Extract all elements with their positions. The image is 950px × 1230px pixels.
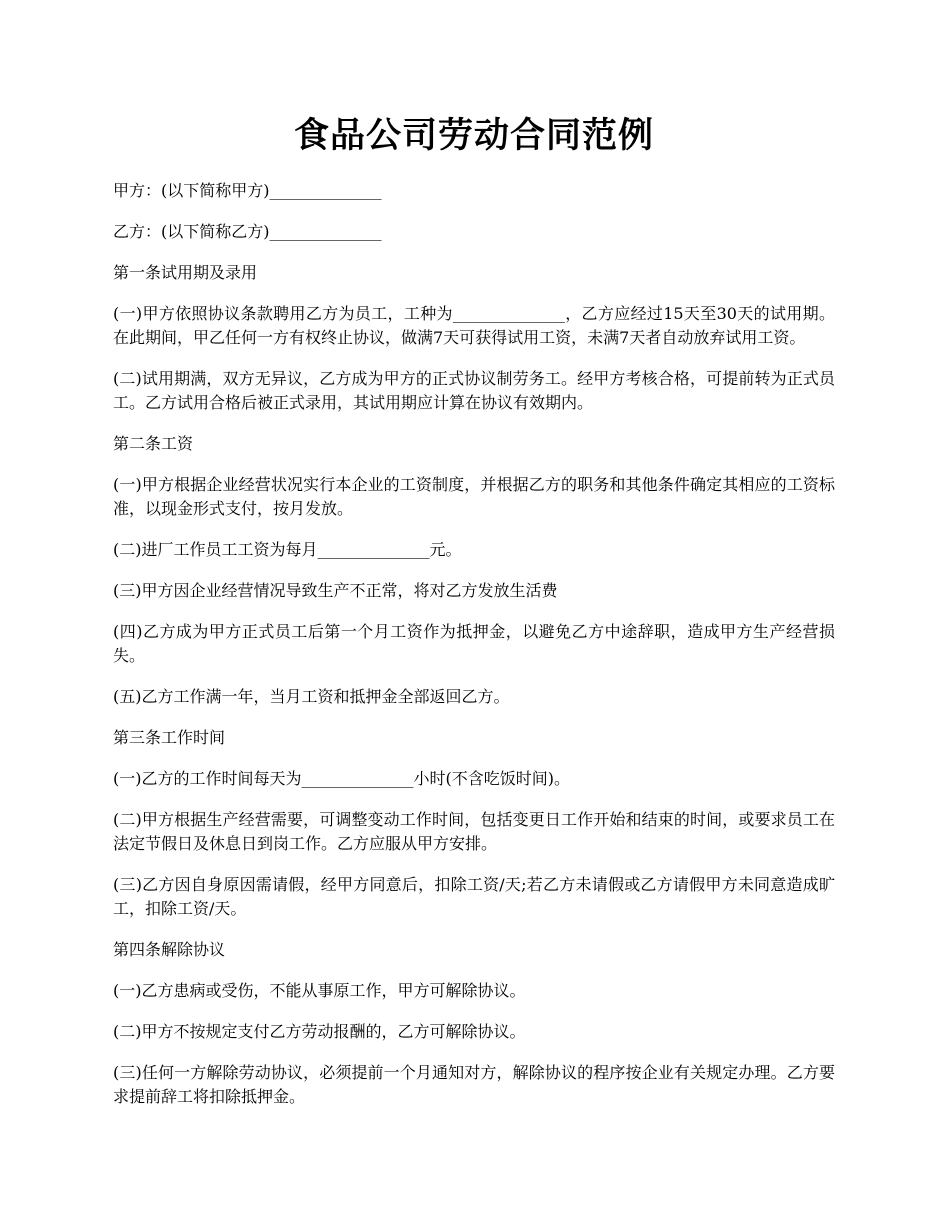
document-title: 食品公司劳动合同范例 xyxy=(293,115,654,156)
clause-paragraph: (一)乙方的工作时间每天为______________小时(不含吃饭时间)。 xyxy=(113,769,570,788)
clause-paragraph: (二)甲方根据生产经营需要，可调整变动工作时间，包括变更日工作开始和结束的时间，或要求员工在法定节假日及休息日到岗工作。乙方应服从甲方安排。 xyxy=(113,810,835,853)
clause-paragraph: (二)进厂工作员工工资为每月______________元。 xyxy=(113,540,462,559)
clause-paragraph: (二)甲方不按规定支付乙方劳动报酬的，乙方可解除协议。 xyxy=(113,1022,526,1041)
clause-paragraph: (一)甲方根据企业经营状况实行本企业的工资制度，并根据乙方的职务和其他条件确定其相应的工资标准，以现金形式支付，按月发放。 xyxy=(113,475,835,518)
section-heading: 第三条工作时间 xyxy=(113,728,226,747)
document-body xyxy=(113,179,835,1126)
section-heading: 第二条工资 xyxy=(113,434,194,453)
party-a-line: 甲方：(以下简称甲方)______________ xyxy=(113,181,382,200)
clause-paragraph: (一)乙方患病或受伤，不能从事原工作，甲方可解除协议。 xyxy=(113,981,526,1000)
party-b-line: 乙方：(以下简称乙方)______________ xyxy=(113,222,382,241)
clause-paragraph: (三)乙方因自身原因需请假，经甲方同意后，扣除工资/天;若乙方未请假或乙方请假甲方未同意造成旷工，扣除工资/天。 xyxy=(113,875,835,918)
clause-paragraph: (一)甲方依照协议条款聘用乙方为员工，工种为______________，乙方应经过15天至30天的试用期。在此期间，甲乙任何一方有权终止协议，做满7天可获得试用工资，未满7天者自动放弃试用工资。 xyxy=(113,304,835,347)
clause-paragraph: (三)任何一方解除劳动协议，必须提前一个月通知对方，解除协议的程序按企业有关规定办理。乙方要求提前辞工将扣除抵押金。 xyxy=(113,1063,835,1106)
clause-paragraph: (三)甲方因企业经营情况导致生产不正常，将对乙方发放生活费 xyxy=(113,581,558,600)
section-heading: 第四条解除协议 xyxy=(113,940,226,959)
clause-paragraph: (二)试用期满，双方无异议，乙方成为甲方的正式协议制劳务工。经甲方考核合格，可提前转为正式员工。乙方试用合格后被正式录用，其试用期应计算在协议有效期内。 xyxy=(113,369,835,412)
section-heading: 第一条试用期及录用 xyxy=(113,263,258,282)
clause-paragraph: (五)乙方工作满一年，当月工资和抵押金全部返回乙方。 xyxy=(113,687,510,706)
clause-paragraph: (四)乙方成为甲方正式员工后第一个月工资作为抵押金，以避免乙方中途辞职，造成甲方生产经营损失。 xyxy=(113,622,835,665)
